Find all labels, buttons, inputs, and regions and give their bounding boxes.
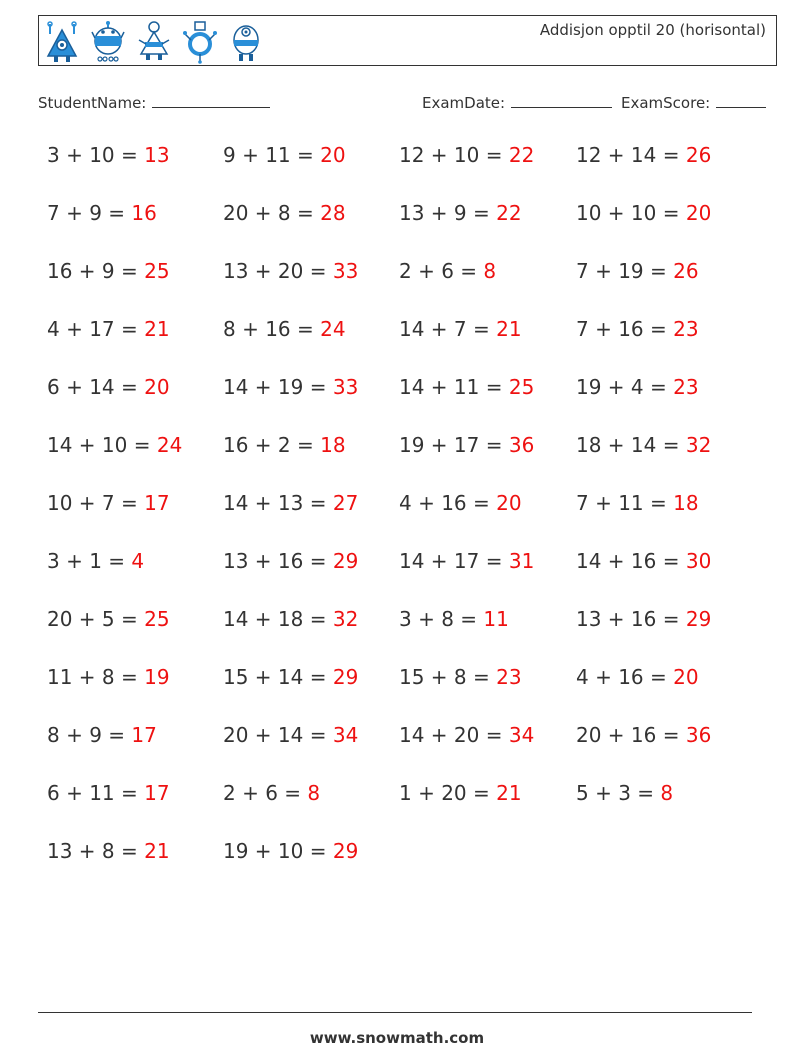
problem-item bbox=[576, 549, 711, 573]
problem-item bbox=[576, 607, 711, 631]
problem-item bbox=[223, 549, 358, 573]
problem-item bbox=[399, 607, 509, 631]
problem-question: 4 + 16 = bbox=[576, 665, 674, 689]
problem-question: 14 + 18 = bbox=[223, 607, 333, 631]
problem-row bbox=[47, 491, 767, 527]
problem-question: 6 + 14 = bbox=[47, 375, 145, 399]
problem-question: 19 + 10 = bbox=[223, 839, 333, 863]
problem-answer: 17 bbox=[131, 723, 157, 747]
problem-item bbox=[47, 839, 170, 863]
problem-item bbox=[576, 143, 711, 167]
exam-date-blank[interactable] bbox=[511, 93, 612, 108]
problem-question: 14 + 11 = bbox=[399, 375, 509, 399]
problem-answer: 8 bbox=[660, 781, 674, 805]
problem-question: 8 + 16 = bbox=[223, 317, 321, 341]
problem-answer: 8 bbox=[307, 781, 321, 805]
problem-answer: 8 bbox=[483, 259, 497, 283]
robot-round-icon bbox=[91, 20, 125, 64]
problem-answer: 21 bbox=[144, 839, 170, 863]
problem-row bbox=[47, 201, 767, 237]
problem-answer: 13 bbox=[144, 143, 170, 167]
problem-item bbox=[47, 317, 170, 341]
problem-question: 12 + 10 = bbox=[399, 143, 509, 167]
problem-item bbox=[47, 723, 157, 747]
problem-row bbox=[47, 607, 767, 643]
problem-answer: 29 bbox=[685, 607, 712, 631]
problem-answer: 23 bbox=[496, 665, 522, 689]
problem-question: 8 + 9 = bbox=[47, 723, 132, 747]
problem-answer: 31 bbox=[508, 549, 535, 573]
problem-row bbox=[47, 317, 767, 353]
problem-question: 20 + 16 = bbox=[576, 723, 686, 747]
problem-item bbox=[223, 839, 358, 863]
problem-item bbox=[47, 259, 170, 283]
problem-answer: 26 bbox=[673, 259, 699, 283]
problem-answer: 34 bbox=[508, 723, 535, 747]
problem-answer: 20 bbox=[144, 375, 170, 399]
student-info-row bbox=[38, 93, 778, 115]
problem-answer: 29 bbox=[332, 549, 359, 573]
problem-answer: 33 bbox=[332, 259, 359, 283]
problem-item bbox=[576, 375, 699, 399]
problem-question: 2 + 6 = bbox=[223, 781, 308, 805]
problem-item bbox=[223, 259, 358, 283]
problem-answer: 18 bbox=[673, 491, 699, 515]
problem-question: 5 + 3 = bbox=[576, 781, 661, 805]
problem-item bbox=[47, 665, 170, 689]
problem-question: 14 + 19 = bbox=[223, 375, 333, 399]
problem-item bbox=[576, 317, 699, 341]
robot-cone-icon bbox=[137, 20, 171, 64]
robot-ring-icon bbox=[183, 20, 217, 64]
exam-date-label: ExamDate: bbox=[422, 94, 506, 112]
problem-answer: 16 bbox=[131, 201, 157, 225]
problem-item bbox=[47, 143, 170, 167]
problem-item bbox=[399, 143, 534, 167]
problem-item bbox=[47, 549, 144, 573]
problem-answer: 25 bbox=[144, 607, 170, 631]
problem-answer: 29 bbox=[332, 665, 359, 689]
problem-item bbox=[576, 781, 673, 805]
problem-item bbox=[576, 723, 711, 747]
problem-item bbox=[47, 491, 170, 515]
problem-question: 4 + 16 = bbox=[399, 491, 497, 515]
problem-answer: 32 bbox=[332, 607, 359, 631]
exam-score-blank[interactable] bbox=[716, 93, 766, 108]
problem-question: 1 + 20 = bbox=[399, 781, 497, 805]
problem-answer: 30 bbox=[685, 549, 712, 573]
problem-item bbox=[223, 375, 358, 399]
problem-question: 16 + 2 = bbox=[223, 433, 321, 457]
problem-answer: 26 bbox=[685, 143, 712, 167]
exam-score-field[interactable] bbox=[621, 93, 766, 112]
problem-question: 20 + 8 = bbox=[223, 201, 321, 225]
problem-question: 2 + 6 = bbox=[399, 259, 484, 283]
problem-question: 10 + 7 = bbox=[47, 491, 145, 515]
problem-answer: 20 bbox=[673, 665, 699, 689]
problem-answer: 21 bbox=[144, 317, 170, 341]
problem-item bbox=[47, 607, 170, 631]
problem-answer: 29 bbox=[332, 839, 359, 863]
problem-item bbox=[399, 375, 534, 399]
problem-question: 19 + 4 = bbox=[576, 375, 674, 399]
problem-answer: 17 bbox=[144, 781, 170, 805]
problem-question: 7 + 16 = bbox=[576, 317, 674, 341]
problem-answer: 4 bbox=[131, 549, 145, 573]
problem-answer: 11 bbox=[483, 607, 509, 631]
problem-question: 9 + 11 = bbox=[223, 143, 321, 167]
problem-answer: 32 bbox=[685, 433, 712, 457]
problem-item bbox=[576, 259, 699, 283]
problem-question: 19 + 17 = bbox=[399, 433, 509, 457]
problem-question: 7 + 11 = bbox=[576, 491, 674, 515]
problem-item bbox=[223, 781, 320, 805]
problem-question: 3 + 1 = bbox=[47, 549, 132, 573]
problem-item bbox=[223, 723, 358, 747]
problem-answer: 25 bbox=[508, 375, 535, 399]
problem-item bbox=[223, 433, 346, 457]
student-name-blank[interactable] bbox=[152, 93, 270, 108]
problem-answer: 34 bbox=[332, 723, 359, 747]
problem-row bbox=[47, 259, 767, 295]
problem-question: 15 + 14 = bbox=[223, 665, 333, 689]
exam-date-field[interactable] bbox=[422, 93, 612, 112]
problem-answer: 36 bbox=[508, 433, 535, 457]
problem-item bbox=[399, 723, 534, 747]
problem-question: 13 + 8 = bbox=[47, 839, 145, 863]
footer-divider bbox=[38, 1012, 752, 1013]
student-name-label: StudentName: bbox=[38, 94, 147, 112]
robot-icons-strip bbox=[45, 20, 263, 64]
problem-question: 13 + 20 = bbox=[223, 259, 333, 283]
problem-item bbox=[399, 549, 534, 573]
problem-answer: 20 bbox=[496, 491, 522, 515]
problem-answer: 18 bbox=[320, 433, 346, 457]
problem-row bbox=[47, 665, 767, 701]
problem-item bbox=[47, 433, 182, 457]
student-name-field[interactable] bbox=[38, 93, 270, 112]
problem-question: 7 + 19 = bbox=[576, 259, 674, 283]
problem-question: 10 + 10 = bbox=[576, 201, 686, 225]
problem-item bbox=[576, 665, 699, 689]
problem-answer: 22 bbox=[508, 143, 535, 167]
problem-row bbox=[47, 375, 767, 411]
exam-score-label: ExamScore: bbox=[621, 94, 711, 112]
problem-answer: 33 bbox=[332, 375, 359, 399]
problem-question: 14 + 10 = bbox=[47, 433, 157, 457]
problem-item bbox=[399, 317, 522, 341]
problem-question: 11 + 8 = bbox=[47, 665, 145, 689]
problem-item bbox=[399, 491, 522, 515]
problem-question: 14 + 7 = bbox=[399, 317, 497, 341]
problem-item bbox=[576, 201, 711, 225]
problem-item bbox=[223, 607, 358, 631]
problem-answer: 36 bbox=[685, 723, 712, 747]
problem-question: 3 + 10 = bbox=[47, 143, 145, 167]
problem-item bbox=[399, 259, 496, 283]
problem-row bbox=[47, 781, 767, 817]
problem-item bbox=[576, 491, 699, 515]
problem-question: 14 + 20 = bbox=[399, 723, 509, 747]
problem-item bbox=[223, 665, 358, 689]
problem-question: 7 + 9 = bbox=[47, 201, 132, 225]
problem-answer: 20 bbox=[320, 143, 346, 167]
problem-answer: 21 bbox=[496, 317, 522, 341]
problem-answer: 23 bbox=[673, 375, 699, 399]
problem-question: 13 + 16 = bbox=[223, 549, 333, 573]
problem-row bbox=[47, 723, 767, 759]
problem-item bbox=[399, 781, 522, 805]
robot-egg-icon bbox=[229, 20, 263, 64]
problem-answer: 25 bbox=[144, 259, 170, 283]
problem-item bbox=[399, 433, 534, 457]
problem-question: 3 + 8 = bbox=[399, 607, 484, 631]
problem-question: 14 + 17 = bbox=[399, 549, 509, 573]
problem-question: 16 + 9 = bbox=[47, 259, 145, 283]
problem-question: 14 + 16 = bbox=[576, 549, 686, 573]
problem-answer: 17 bbox=[144, 491, 170, 515]
worksheet-header bbox=[38, 15, 777, 66]
problem-answer: 19 bbox=[144, 665, 170, 689]
problem-question: 13 + 9 = bbox=[399, 201, 497, 225]
problem-answer: 20 bbox=[685, 201, 712, 225]
problem-row bbox=[47, 549, 767, 585]
problem-question: 20 + 14 = bbox=[223, 723, 333, 747]
footer-website: www.snowmath.com bbox=[309, 1029, 485, 1047]
problem-question: 15 + 8 = bbox=[399, 665, 497, 689]
problem-question: 12 + 14 = bbox=[576, 143, 686, 167]
problem-answer: 22 bbox=[496, 201, 522, 225]
problem-item bbox=[223, 143, 346, 167]
problem-row bbox=[47, 143, 767, 179]
problem-answer: 21 bbox=[496, 781, 522, 805]
problem-question: 20 + 5 = bbox=[47, 607, 145, 631]
robot-triangle-icon bbox=[45, 20, 79, 64]
problem-answer: 24 bbox=[320, 317, 346, 341]
problem-question: 4 + 17 = bbox=[47, 317, 145, 341]
problem-question: 6 + 11 = bbox=[47, 781, 145, 805]
problem-item bbox=[399, 665, 522, 689]
problem-item bbox=[223, 317, 346, 341]
problem-answer: 23 bbox=[673, 317, 699, 341]
problem-row bbox=[47, 433, 767, 469]
problem-item bbox=[576, 433, 711, 457]
problem-question: 14 + 13 = bbox=[223, 491, 333, 515]
problem-item bbox=[47, 201, 157, 225]
problem-item bbox=[47, 781, 170, 805]
problem-item bbox=[399, 201, 522, 225]
problem-question: 13 + 16 = bbox=[576, 607, 686, 631]
problem-item bbox=[47, 375, 170, 399]
problem-question: 18 + 14 = bbox=[576, 433, 686, 457]
problem-item bbox=[223, 201, 346, 225]
problem-answer: 24 bbox=[156, 433, 183, 457]
problem-row bbox=[47, 839, 767, 875]
worksheet-title: Addisjon opptil 20 (horisontal) bbox=[539, 21, 766, 39]
problem-item bbox=[223, 491, 358, 515]
problem-answer: 27 bbox=[332, 491, 359, 515]
problem-answer: 28 bbox=[320, 201, 346, 225]
